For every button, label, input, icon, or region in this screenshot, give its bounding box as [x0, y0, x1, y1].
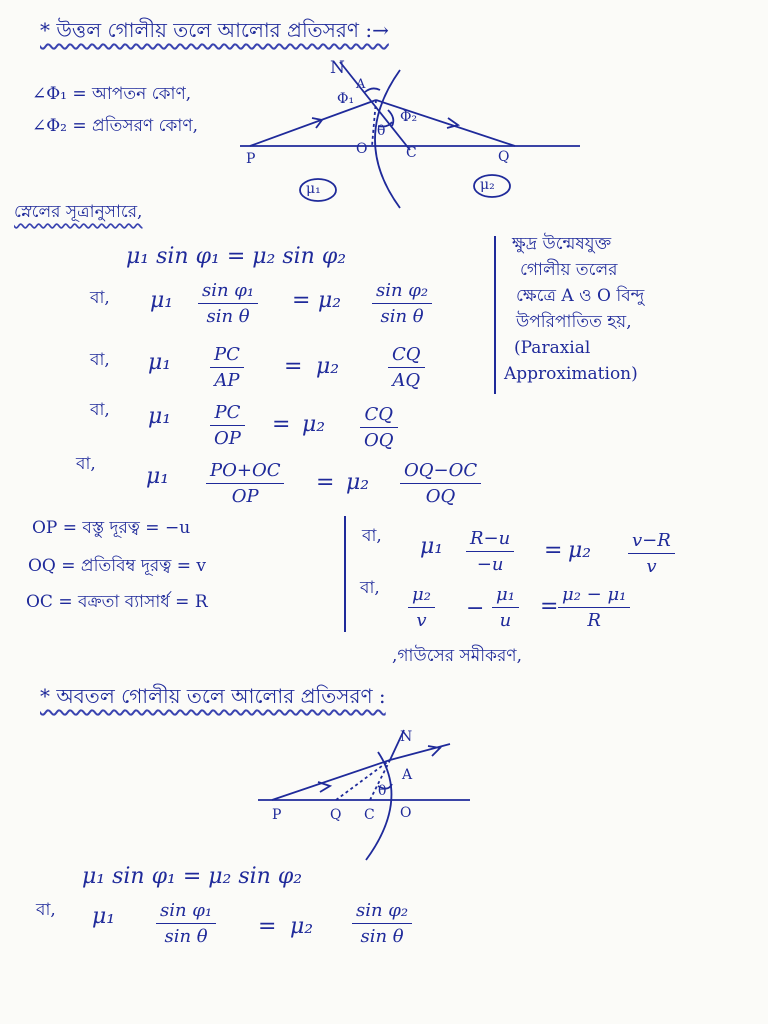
- label-C-2: C: [364, 807, 375, 823]
- eq7-t1-frac: [408, 584, 435, 631]
- eq5-rhs-den: OQ: [425, 486, 456, 507]
- note-line-5: (Paraxial: [514, 338, 591, 358]
- eq4-lhs-frac: [210, 402, 245, 449]
- s2-eq2-lhs-num: sin φ₁: [160, 900, 213, 921]
- convex-surface: [375, 70, 400, 208]
- ba-label: বা,: [90, 288, 110, 308]
- s2-eq2-lhs-coef: μ₁: [92, 904, 116, 929]
- eq6-rhs-frac: [628, 530, 675, 577]
- eq5-lhs-frac: [206, 460, 284, 507]
- label-mu2: μ₂: [480, 177, 495, 193]
- eq3-rhs-den: AQ: [392, 370, 421, 391]
- eq7-t2-frac: [492, 584, 519, 631]
- eq5-equals: =: [316, 470, 335, 495]
- label-O-2: O: [400, 805, 412, 821]
- eq3-lhs-num: PC: [214, 344, 240, 365]
- eq5-rhs-coef: μ₂: [346, 470, 370, 495]
- eq4-lhs-coef: μ₁: [148, 404, 172, 429]
- label-mu1: μ₁: [306, 181, 321, 197]
- note-line-6: Approximation): [504, 364, 638, 384]
- s2-eq2-equals: =: [258, 914, 277, 939]
- label-Q-2: Q: [330, 807, 342, 823]
- refracted-arrow-2: [428, 746, 440, 756]
- eq4-lhs-den: OP: [214, 428, 241, 449]
- eq7-rhs-frac: [558, 584, 630, 631]
- eq3-lhs-frac: [210, 344, 244, 391]
- label-phi1: Φ₁: [337, 91, 355, 107]
- eq2-lhs-coef: μ₁: [150, 288, 174, 313]
- label-C: C: [406, 145, 417, 161]
- eq2-rhs-num: sin φ₂: [376, 280, 429, 301]
- note-line-1: ক্ষুদ্র উন্মেষযুক্ত: [512, 234, 612, 254]
- eq3-rhs-num: CQ: [392, 344, 421, 365]
- eq7-t1-num: μ₂: [412, 584, 431, 605]
- refracted-ray-2: [390, 744, 450, 760]
- refracted-ray-1: [376, 100, 515, 146]
- eq4-rhs-coef: μ₂: [302, 412, 326, 437]
- eq3-rhs-frac: [388, 344, 425, 391]
- eq7-equals: =: [540, 594, 559, 619]
- eq3-rhs-coef: μ₂: [316, 354, 340, 379]
- def-oq: OQ = প্রতিবিম্ব দূরত্ব = v: [28, 556, 207, 576]
- eq4-rhs-den: OQ: [364, 430, 394, 451]
- eq6-rhs-den: v: [646, 556, 657, 577]
- eq7-t2-num: μ₁: [496, 584, 515, 605]
- label-Q: Q: [498, 149, 510, 165]
- note-divider: [494, 236, 496, 394]
- s2-eq2-lhs-den: sin θ: [164, 926, 208, 947]
- ba-label: বা,: [76, 454, 96, 474]
- eq6-rhs-coef: μ₂: [568, 538, 592, 563]
- eq7-t2-den: u: [499, 610, 512, 631]
- concave-surface: [366, 752, 391, 860]
- s2-eq2-rhs-num: sin φ₂: [356, 900, 409, 921]
- label-theta-2: θ: [378, 783, 387, 799]
- ba-label-2: বা,: [36, 900, 56, 920]
- label-theta: θ: [377, 123, 386, 139]
- eq7-rhs-num: μ₂ − μ₁: [562, 584, 627, 605]
- eq6-lhs-den: −u: [476, 554, 504, 575]
- ba-label: বা,: [360, 578, 380, 598]
- eq7-minus: −: [466, 596, 485, 621]
- ba-label: বা,: [90, 400, 110, 420]
- ba-label: বা,: [90, 350, 110, 370]
- note-line-3: ক্ষেত্রে A ও O বিন্দু: [516, 286, 645, 306]
- eq6-lhs-num: R−u: [470, 528, 511, 549]
- label-P-2: P: [272, 807, 282, 823]
- label-A-2: A: [402, 767, 413, 783]
- eq5-lhs-coef: μ₁: [146, 464, 170, 489]
- snell-equation: μ₁ sin φ₁ = μ₂ sin φ₂: [126, 244, 347, 269]
- eq3-lhs-coef: μ₁: [148, 350, 172, 375]
- eq6-equals: =: [544, 538, 563, 563]
- eq5-rhs-num: OQ−OC: [404, 460, 478, 481]
- eq3-lhs-den: AP: [214, 370, 240, 391]
- def-phi2: ∠Φ₂ = প্রতিসরণ কোণ,: [32, 116, 199, 136]
- eq2-rhs-den: sin θ: [380, 306, 424, 327]
- def-phi1: ∠Φ₁ = আপতন কোণ,: [32, 84, 192, 104]
- eq2-equals: =: [292, 288, 311, 313]
- def-op: OP = বস্তু দূরত্ব = −u: [32, 518, 191, 538]
- eq4-equals: =: [272, 412, 291, 437]
- label-A: A: [356, 77, 366, 92]
- eq6-lhs-coef: μ₁: [420, 534, 444, 559]
- def-divider: [344, 516, 346, 632]
- phi1-arc: [365, 88, 380, 92]
- eq4-rhs-frac: [360, 404, 398, 451]
- section2-title: * অবতল গোলীয় তলে আলোর প্রতিসরণ :: [40, 684, 386, 708]
- eq7-t1-den: v: [416, 610, 427, 631]
- snell-equation-2: μ₁ sin φ₁ = μ₂ sin φ₂: [82, 864, 303, 889]
- eq2-rhs-coef: μ₂: [318, 288, 342, 313]
- eq6-rhs-num: v−R: [632, 530, 671, 551]
- eq2-rhs-frac: [372, 280, 432, 327]
- label-P: P: [246, 151, 256, 167]
- eq4-rhs-num: CQ: [364, 404, 394, 425]
- s2-eq2-rhs-frac: [352, 900, 412, 947]
- section1-title: * উত্তল গোলীয় তলে আলোর প্রতিসরণ :→: [40, 18, 389, 42]
- eq5-rhs-frac: [400, 460, 481, 507]
- label-O: O: [356, 141, 368, 157]
- ba-label: বা,: [362, 526, 382, 546]
- eq5-lhs-num: PO+OC: [210, 460, 281, 481]
- eq3-equals: =: [284, 354, 303, 379]
- eq2-lhs-num: sin φ₁: [202, 280, 255, 301]
- eq2-lhs-frac: [198, 280, 258, 327]
- s2-eq2-lhs-frac: [156, 900, 216, 947]
- incident-arrow-2: [318, 782, 330, 792]
- eq7-rhs-den: R: [587, 610, 601, 631]
- eq4-lhs-num: PC: [214, 402, 241, 423]
- incident-ray-1: [250, 100, 376, 146]
- label-phi2: Φ₂: [400, 109, 418, 125]
- eq5-lhs-den: OP: [231, 486, 259, 507]
- gauss-label: ,গাউসের সমীকরণ,: [392, 646, 522, 666]
- snell-intro: স্নেলের সূত্রানুসারে,: [14, 202, 143, 222]
- label-N: N: [330, 58, 345, 78]
- note-line-4: উপরিপাতিত হয়,: [516, 312, 632, 332]
- label-N-2: N: [400, 729, 413, 745]
- note-line-2: গোলীয় তলের: [520, 260, 618, 280]
- eq6-lhs-frac: [466, 528, 514, 575]
- eq2-lhs-den: sin θ: [206, 306, 250, 327]
- s2-eq2-rhs-coef: μ₂: [290, 914, 314, 939]
- def-oc: OC = বক্রতা ব্যাসার্ধ = R: [26, 592, 208, 612]
- s2-eq2-rhs-den: sin θ: [360, 926, 404, 947]
